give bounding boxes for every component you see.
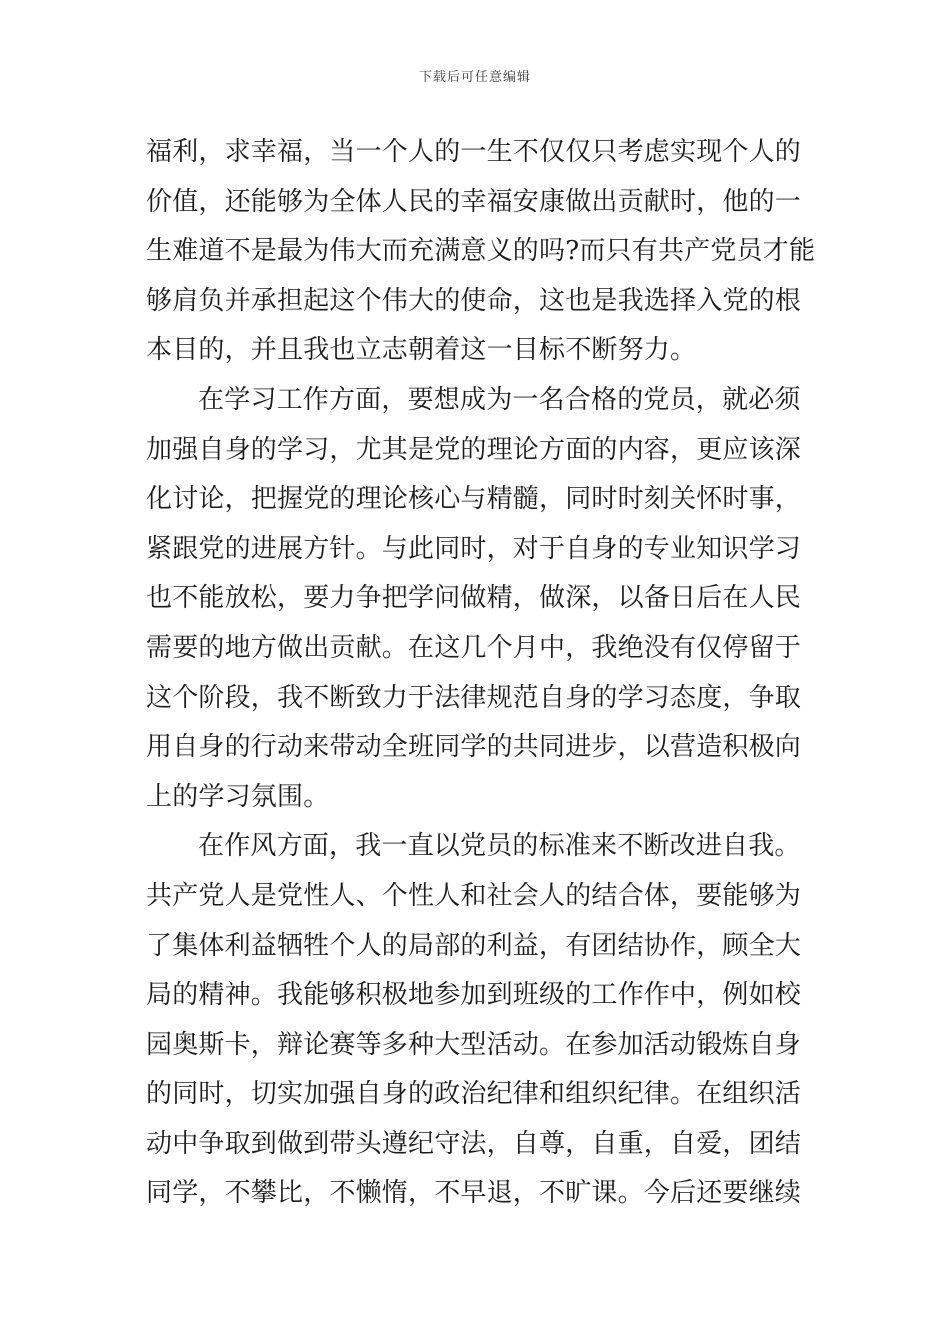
- text-line: 紧跟党的进展方针。与此同时，对于自身的专业知识学习: [146, 533, 802, 564]
- text-line: 了集体利益牺牲个人的局部的利益，有团结协作，顾全大: [146, 930, 802, 961]
- paragraph-1: [146, 128, 816, 376]
- text-line: 共产党人是党性人、个性人和社会人的结合体，要能够为: [146, 880, 802, 911]
- text-line: 需要的地方做出贡献。在这几个月中，我绝没有仅停留于: [146, 632, 802, 663]
- text-line: 局的精神。我能够积极地参加到班级的工作作中，例如校: [146, 980, 802, 1011]
- text-line: 加强自身的学习，尤其是党的理论方面的内容，更应该深: [146, 434, 802, 465]
- text-line: 价值，还能够为全体人民的幸福安康做出贡献时，他的一: [146, 186, 802, 217]
- page-header: 下载后可任意编辑: [418, 70, 531, 85]
- text-line: 用自身的行动来带动全班同学的共同进步，以营造积极向: [146, 732, 802, 763]
- text-line: 生难道不是最为伟大而充满意义的吗?而只有共产党员才能: [146, 236, 816, 267]
- paragraph-2: [146, 376, 816, 822]
- text-line: 的同时，切实加强自身的政治纪律和组织纪律。在组织活: [146, 1079, 802, 1110]
- text-line: 够肩负并承担起这个伟大的使命，这也是我选择入党的根: [146, 285, 802, 316]
- text-line: 福利，求幸福，当一个人的一生不仅仅只考虑实现个人的: [146, 137, 802, 167]
- text-line: 园奥斯卡，辩论赛等多种大型活动。在参加活动锻炼自身: [146, 1029, 802, 1060]
- text-line: 本目的，并且我也立志朝着这一目标不断努力。: [146, 335, 697, 366]
- text-line: 同学，不攀比，不懒惰，不早退，不旷课。今后还要继续: [146, 1178, 802, 1209]
- text-line: 也不能放松，要力争把学问做精，做深，以备日后在人民: [146, 583, 802, 614]
- text-line: 上的学习氛围。: [146, 781, 330, 812]
- text-line: 化讨论，把握党的理论核心与精髓，同时时刻关怀时事，: [146, 484, 802, 515]
- text-line: 动中争取到做到带头遵纪守法，自尊，自重，自爱，团结: [146, 1128, 802, 1159]
- text-line: 这个阶段，我不断致力于法律规范自身的学习态度，争取: [146, 682, 802, 713]
- text-line: 在学习工作方面，要想成为一名合格的党员，就必须: [198, 384, 801, 415]
- document-body: [146, 128, 816, 1219]
- paragraph-3: [146, 822, 816, 1219]
- text-line: 在作风方面，我一直以党员的标准来不断改进自我。: [198, 831, 801, 862]
